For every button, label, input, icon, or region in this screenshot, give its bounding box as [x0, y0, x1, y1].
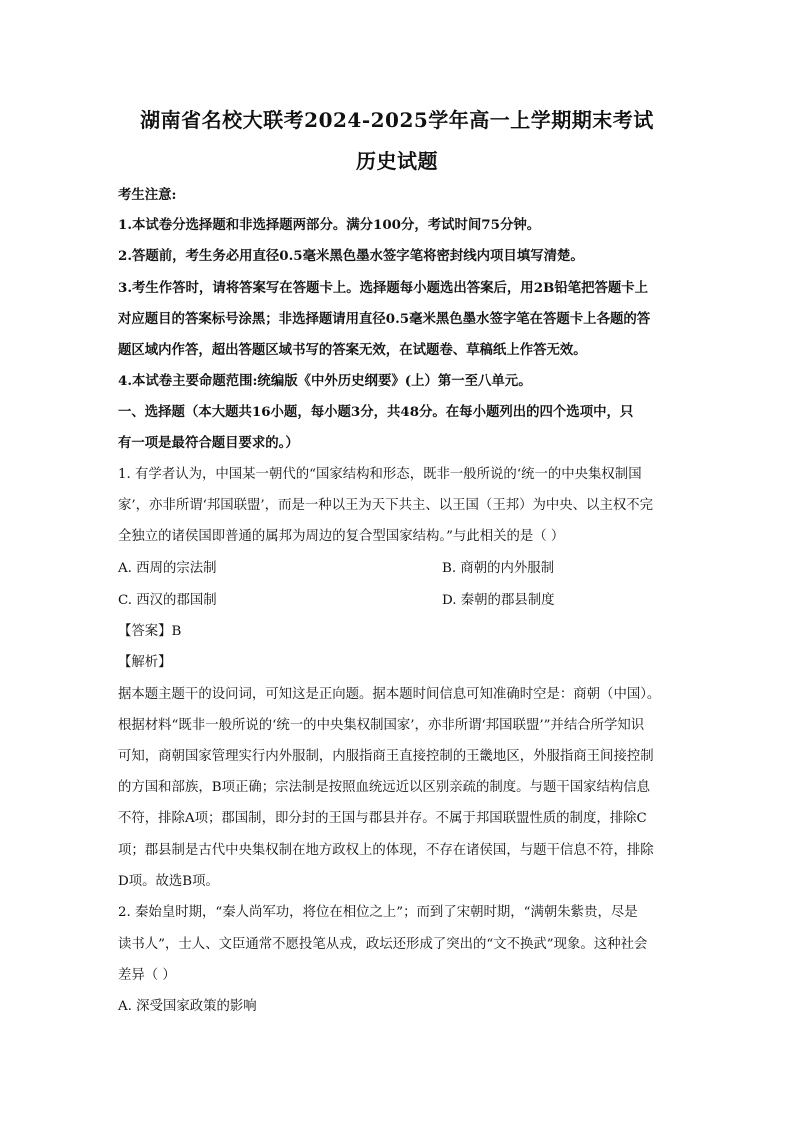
question-1-analysis-heading: 【解析】 [118, 655, 172, 670]
question-1-option-b: B. 商朝的内外服制 [442, 561, 555, 576]
question-1-option-a: A. 西周的宗法制 [118, 561, 217, 576]
notice-item-3-line-3: 题区域内作答，超出答题区域书写的答案无效，在试题卷、草稿纸上作答无效。 [118, 342, 587, 358]
question-1-analysis-line-3: 可知，商朝国家管理实行内外服制，内服指商王直接控制的王畿地区，外服指商王间接控制 [118, 749, 654, 764]
notice-item-1: 1.本试卷分选择题和非选择题两部分。满分100分，考试时间75分钟。 [118, 217, 541, 233]
question-1-analysis-line-1: 据本题主题干的设问词，可知这是正向题。据本题时间信息可知准确时空是：商朝（中国）。 [118, 687, 661, 702]
question-2-stem-line-1: 2. 秦始皇时期，“秦人尚军功，将位在相位之上”；而到了宋朝时期，“满朝朱紫贵，尽是 [118, 905, 638, 920]
question-1-analysis-line-5: 不符，排除A项；郡国制，即分封的王国与郡县并存。不属于邦国联盟性质的制度，排除C [118, 811, 647, 826]
question-1-answer: 【答案】B [118, 624, 182, 639]
question-1-stem-line-3: 全独立的诸侯国即普通的属邦为周边的复合型国家结构。”与此相关的是（ ） [118, 529, 565, 544]
exam-title: 湖南省名校大联考2024-2025学年高一上学期期末考试 [140, 108, 654, 132]
question-1-stem-line-1: 1. 有学者认为，中国某一朝代的“国家结构和形态，既非一般所说的‘统一的中央集权制国 [118, 467, 642, 482]
notice-item-3-line-2: 对应题目的答案标号涂黑；非选择题请用直径0.5毫米黑色墨水签字笔在答题卡上各题的答 [118, 311, 651, 327]
question-1-analysis-line-4: 的方国和部族，B项正确；宗法制是按照血统远近以区别亲疏的制度。与题干国家结构信息 [118, 780, 651, 795]
question-1-stem-line-2: 家’，亦非所谓‘邦国联盟’，而是一种以王为天下共主、以王国（王邦）为中央、以主权不完 [118, 498, 654, 513]
exam-subtitle: 历史试题 [356, 149, 438, 173]
question-2-stem-line-3: 差异（ ） [118, 968, 176, 983]
section-heading-line-2: 有一项是最符合题目要求的。） [118, 435, 299, 451]
question-1-analysis-line-6: 项；郡县制是古代中央集权制在地方政权上的体现，不存在诸侯国，与题干信息不符，排除 [118, 843, 654, 858]
question-2-stem-line-2: 读书人”，士人、文臣通常不愿投笔从戎，政坛还形成了突出的“文不换武”现象。这种社会 [118, 937, 648, 952]
question-1-analysis-line-2: 根据材料“既非一般所说的‘统一的中央集权制国家’，亦非所谓‘邦国联盟’”并结合所学知识 [118, 718, 645, 733]
section-heading-line-1: 一、选择题（本大题共16小题，每小题3分，共48分。在每小题列出的四个选项中，只 [118, 404, 634, 420]
question-2-option-a: A. 深受国家政策的影响 [118, 999, 257, 1014]
question-1-option-d: D. 秦朝的郡县制度 [442, 593, 555, 608]
question-1-analysis-line-7: D项。故选B项。 [118, 874, 219, 889]
notice-item-3-line-1: 3.考生作答时，请将答案写在答题卡上。选择题每小题选出答案后，用2B铅笔把答题卡上 [118, 280, 649, 296]
question-1-option-c: C. 西汉的郡国制 [118, 593, 217, 608]
notice-item-4: 4.本试卷主要命题范围:统编版《中外历史纲要》(上）第一至八单元。 [118, 373, 532, 389]
notice-heading: 考生注意: [118, 187, 177, 203]
notice-item-2: 2.答题前，考生务必用直径0.5毫米黑色墨水签字笔将密封线内项目填写清楚。 [118, 248, 584, 264]
